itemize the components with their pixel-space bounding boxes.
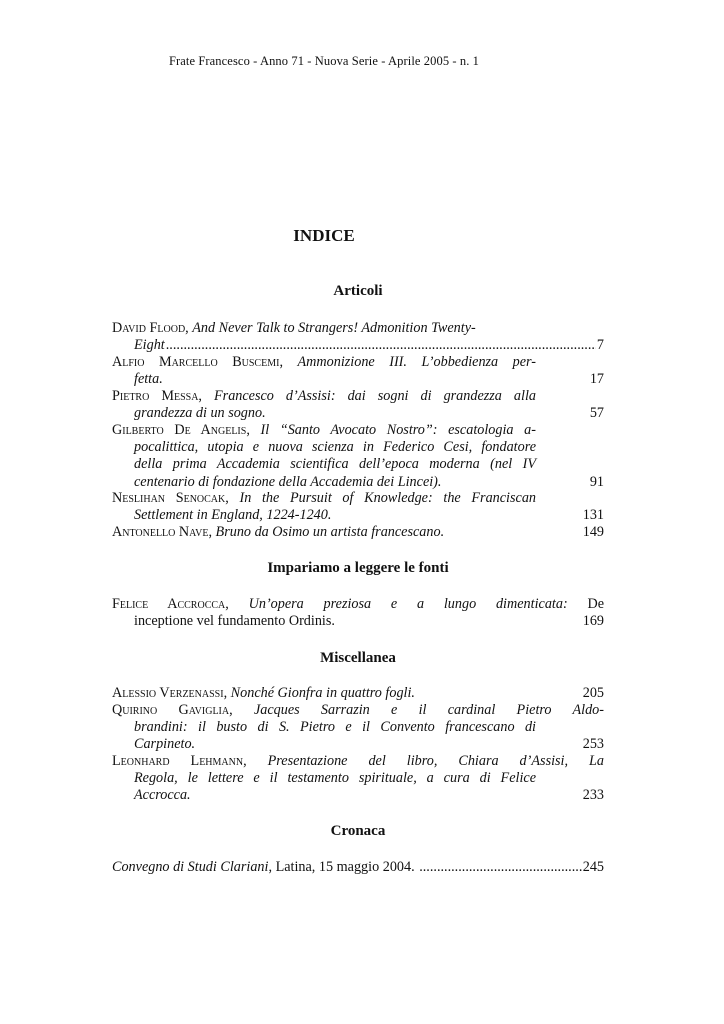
entry-author: Quirino Gaviglia (112, 702, 230, 718)
section-heading-miscellanea: Miscellanea (320, 650, 396, 666)
entry-title: Presentazione del libro, Chiara d’Assisi, La (267, 753, 605, 769)
section-heading-articoli: Articoli (333, 283, 383, 299)
toc-entry-line (112, 405, 604, 422)
entry-title: della prima Accademia scientifica dell’epoca moderna (nel IV (134, 456, 536, 473)
page-number: 131 (582, 507, 604, 524)
dot-leader (419, 859, 582, 876)
section-heading-cronaca: Cronaca (330, 823, 386, 839)
entry-author: Alfio Marcello Buscemi (112, 354, 280, 370)
toc-entry-line: Leonhard Lehmann, Presentazione del libro, Chiara d’Assisi, La (112, 753, 605, 769)
entry-title: Ammonizione III. L’obbedienza per- (297, 354, 536, 370)
entry-title: Accrocca. (134, 787, 191, 804)
entry-title: Bruno da Osimo un artista francescano. (215, 524, 445, 540)
toc-entry-line: Neslihan Senocak, In the Pursuit of Knowledge: the Franciscan (112, 490, 537, 506)
entry-author: Leonhard Lehmann (112, 753, 244, 769)
toc-entry (112, 859, 604, 876)
running-head: Frate Francesco - Anno 71 - Nuova Serie - Aprile 2005 - n. 1 (168, 54, 480, 68)
toc-entry (112, 685, 604, 702)
entry-author: Alessio Verzenassi (112, 685, 224, 701)
toc-entry-line: Pietro Messa, Francesco d’Assisi: dai sogni di grandezza alla (112, 388, 536, 404)
toc-entry (112, 320, 604, 354)
entry-title: Nonché Gionfra in quattro fogli. (230, 685, 415, 701)
page-number: 245 (582, 859, 604, 875)
toc-entry-line: Alessio Verzenassi, Nonché Gionfra in quattro fogli. 205 (112, 685, 604, 701)
toc-entry-line: David Flood, And Never Talk to Strangers! Admonition Twenty- (112, 320, 476, 336)
entry-author: Gilberto De Angelis (112, 422, 247, 438)
toc-entry (112, 388, 604, 422)
entry-title: fetta. (134, 371, 163, 388)
entry-title: grandezza di un sogno. (134, 405, 266, 422)
toc-entry-line (112, 337, 604, 354)
toc-entry (112, 354, 604, 388)
entry-author: Felice Accrocca (112, 596, 226, 612)
toc-entry-line (112, 787, 604, 804)
toc-entry (112, 596, 604, 630)
entry-title: Regola, le lettere e il testamento spirituale, a cura di Felice (134, 770, 536, 787)
entry-title: Francesco d’Assisi: dai sogni di grandezza alla (214, 388, 536, 404)
toc-entry-line: Antonello Nave, Bruno da Osimo un artista francescano. 149 (112, 524, 604, 540)
page-number: 57 (589, 405, 604, 422)
entry-author: Neslihan Senocak (112, 490, 226, 506)
toc-entry-line: Alfio Marcello Buscemi, Ammonizione III. L’obbedienza per- (112, 354, 536, 370)
toc-entry-line (112, 456, 604, 473)
entry-title: Il “Santo Avocato Nostro”: escatologia a- (260, 422, 536, 438)
toc-entry-line: Convegno di Studi Clariani , Latina, 15 maggio 2004. ..... 245 (112, 859, 604, 876)
toc-entry-line (112, 507, 604, 524)
toc-entry-line: Gilberto De Angelis, Il “Santo Avocato Nostro”: escatologia a- (112, 422, 536, 438)
toc-entry-line (112, 736, 604, 753)
toc-entry (112, 490, 604, 524)
toc-entry-line (112, 439, 604, 456)
page-number: 91 (589, 473, 604, 490)
page-title: INDICE (293, 226, 355, 245)
toc-entry (112, 524, 604, 541)
entry-title: Un’opera preziosa e a lungo dimenticata: (248, 596, 568, 612)
toc-entry-line (112, 770, 604, 787)
entry-title: Carpineto. (134, 736, 196, 753)
entry-author: David Flood (112, 320, 186, 336)
page-number: 253 (582, 736, 604, 753)
entry-author: Pietro Messa (112, 388, 199, 404)
toc-entry-line (112, 719, 604, 736)
entry-title: pocalittica, utopia e nuova scienza in Federico Cesi, fondatore (134, 439, 536, 456)
section-heading-impariamo: Impariamo a leggere le fonti (267, 560, 449, 576)
toc-entry-line (112, 474, 604, 491)
toc-entry (112, 702, 604, 754)
page-number: 7 (596, 337, 604, 354)
page-number: 149 (582, 524, 604, 540)
entry-title: inceptione vel fundamento Ordinis. (134, 613, 335, 630)
page-number: 205 (582, 685, 604, 701)
entry-title: Jacques Sarrazin e il cardinal Pietro Aldo- (253, 702, 604, 718)
dot-leader (166, 337, 596, 354)
entry-title: centenario di fondazione della Accademia dei Lincei). (134, 473, 442, 490)
entry-title: In the Pursuit of Knowledge: the Franciscan (239, 490, 537, 506)
entry-title: And Never Talk to Strangers! Admonition Twenty- (192, 320, 476, 336)
toc-entry-line (112, 613, 604, 630)
page-number: 169 (582, 613, 604, 630)
entry-title: Settlement in England, 1224-1240. (134, 507, 332, 524)
page-number: 17 (589, 371, 604, 388)
toc-entry (112, 422, 604, 491)
toc-entry-line: Felice Accrocca, Un’opera preziosa e a lungo dimenticata: De (112, 596, 604, 612)
toc-entry-line: Quirino Gaviglia, Jacques Sarrazin e il cardinal Pietro Aldo- (112, 702, 604, 718)
entry-author: Antonello Nave (112, 524, 209, 540)
toc-entry-line (112, 371, 604, 388)
entry-title: Eight (134, 337, 165, 354)
page-number: 233 (582, 787, 604, 804)
entry-title: Convegno di Studi Clariani (112, 859, 269, 875)
toc-entry (112, 753, 604, 805)
entry-title: brandini: il busto di S. Pietro e il Convento francescano di (134, 719, 536, 736)
